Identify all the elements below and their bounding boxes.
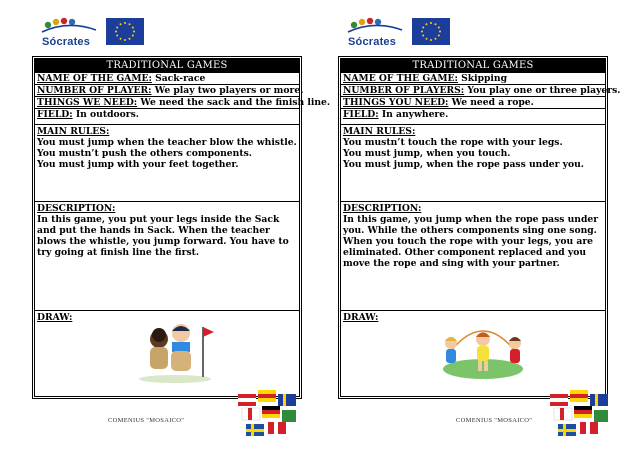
rule-line: You mustn’t touch the rope with your legs. [343,137,563,148]
footer-comenius: COMENIUS "MOSAICO" [108,417,185,424]
things-value: We need the sack and the finish line. [137,97,331,108]
players-value: You play one or three players. [464,85,621,96]
rule-line: You mustn’t push the others components. [37,148,252,159]
game-name-label: NAME OF THE GAME: [343,73,458,84]
row-game-name [35,73,299,85]
description-text: In this game, you jump when the rope pass under you. While the others components sing one song. When you touch the rope with your legs, you are eliminated. Other component replaced and you move the rope and sing with your partner. [343,214,599,269]
row-game-name [341,73,605,85]
flags-puzzle-icon [548,390,610,442]
game-name-value: Skipping [457,73,508,84]
field-label: FIELD: [343,109,379,120]
game-name-value: Sack-race [151,73,206,84]
things-value: We need a rope. [448,97,534,108]
description-section [341,202,605,311]
draw-section [35,311,299,395]
card-sack-race [32,0,331,451]
things-label: THINGS YOU NEED: [343,97,449,108]
main-rules-section [341,125,605,202]
game-sheet [338,56,621,399]
row-things [35,97,331,109]
draw-label: DRAW: [37,312,73,323]
logo-row [344,16,464,50]
draw-label: DRAW: [343,312,379,323]
rule-line: You must jump when the teacher blow the whistle. [37,137,297,148]
players-label: NUMBER OF PLAYERS: [343,85,465,96]
main-rules-section [35,125,299,202]
game-sheet [32,56,331,399]
field-value: In anywhere. [378,109,449,120]
row-players [341,85,621,97]
row-things [341,97,605,109]
players-value: We play two players or more. [151,85,304,96]
rule-line: You must jump, when the rope pass under you. [343,159,584,170]
sheet-title: TRADITIONAL GAMES [35,59,299,73]
things-label: THINGS WE NEED: [37,97,138,108]
row-field [341,109,605,125]
description-label: DESCRIPTION: [343,203,422,214]
draw-section [341,311,605,395]
players-label: NUMBER OF PLAYER: [37,85,152,96]
rule-line: You must jump with your feet together. [37,159,239,170]
sheet-title: TRADITIONAL GAMES [341,59,605,73]
game-name-label: NAME OF THE GAME: [37,73,152,84]
field-label: FIELD: [37,109,73,120]
socrates-logo-text: Sócrates [348,36,397,48]
skipping-illustration [437,317,529,383]
footer-comenius: COMENIUS "MOSAICO" [456,417,533,424]
eu-flag-icon [412,18,450,45]
flags-puzzle-icon [236,390,298,442]
main-rules-label: MAIN RULES: [343,126,416,137]
description-text: In this game, you put your legs inside the Sack and put the hands in Sack. When the teacher blows the whistle, you jump forward. You have to try going at finish line the first. [37,214,289,258]
rule-line: You must jump, when you touch. [343,148,511,159]
field-value: In outdoors. [72,109,139,120]
description-section [35,202,299,311]
card-skipping [338,0,621,451]
row-players [35,85,304,97]
description-label: DESCRIPTION: [37,203,116,214]
row-field [35,109,299,125]
main-rules-label: MAIN RULES: [37,126,110,137]
logo-row [38,16,158,50]
eu-flag-icon [106,18,144,45]
socrates-logo-text: Sócrates [42,36,91,48]
sack-race-illustration [135,315,215,383]
